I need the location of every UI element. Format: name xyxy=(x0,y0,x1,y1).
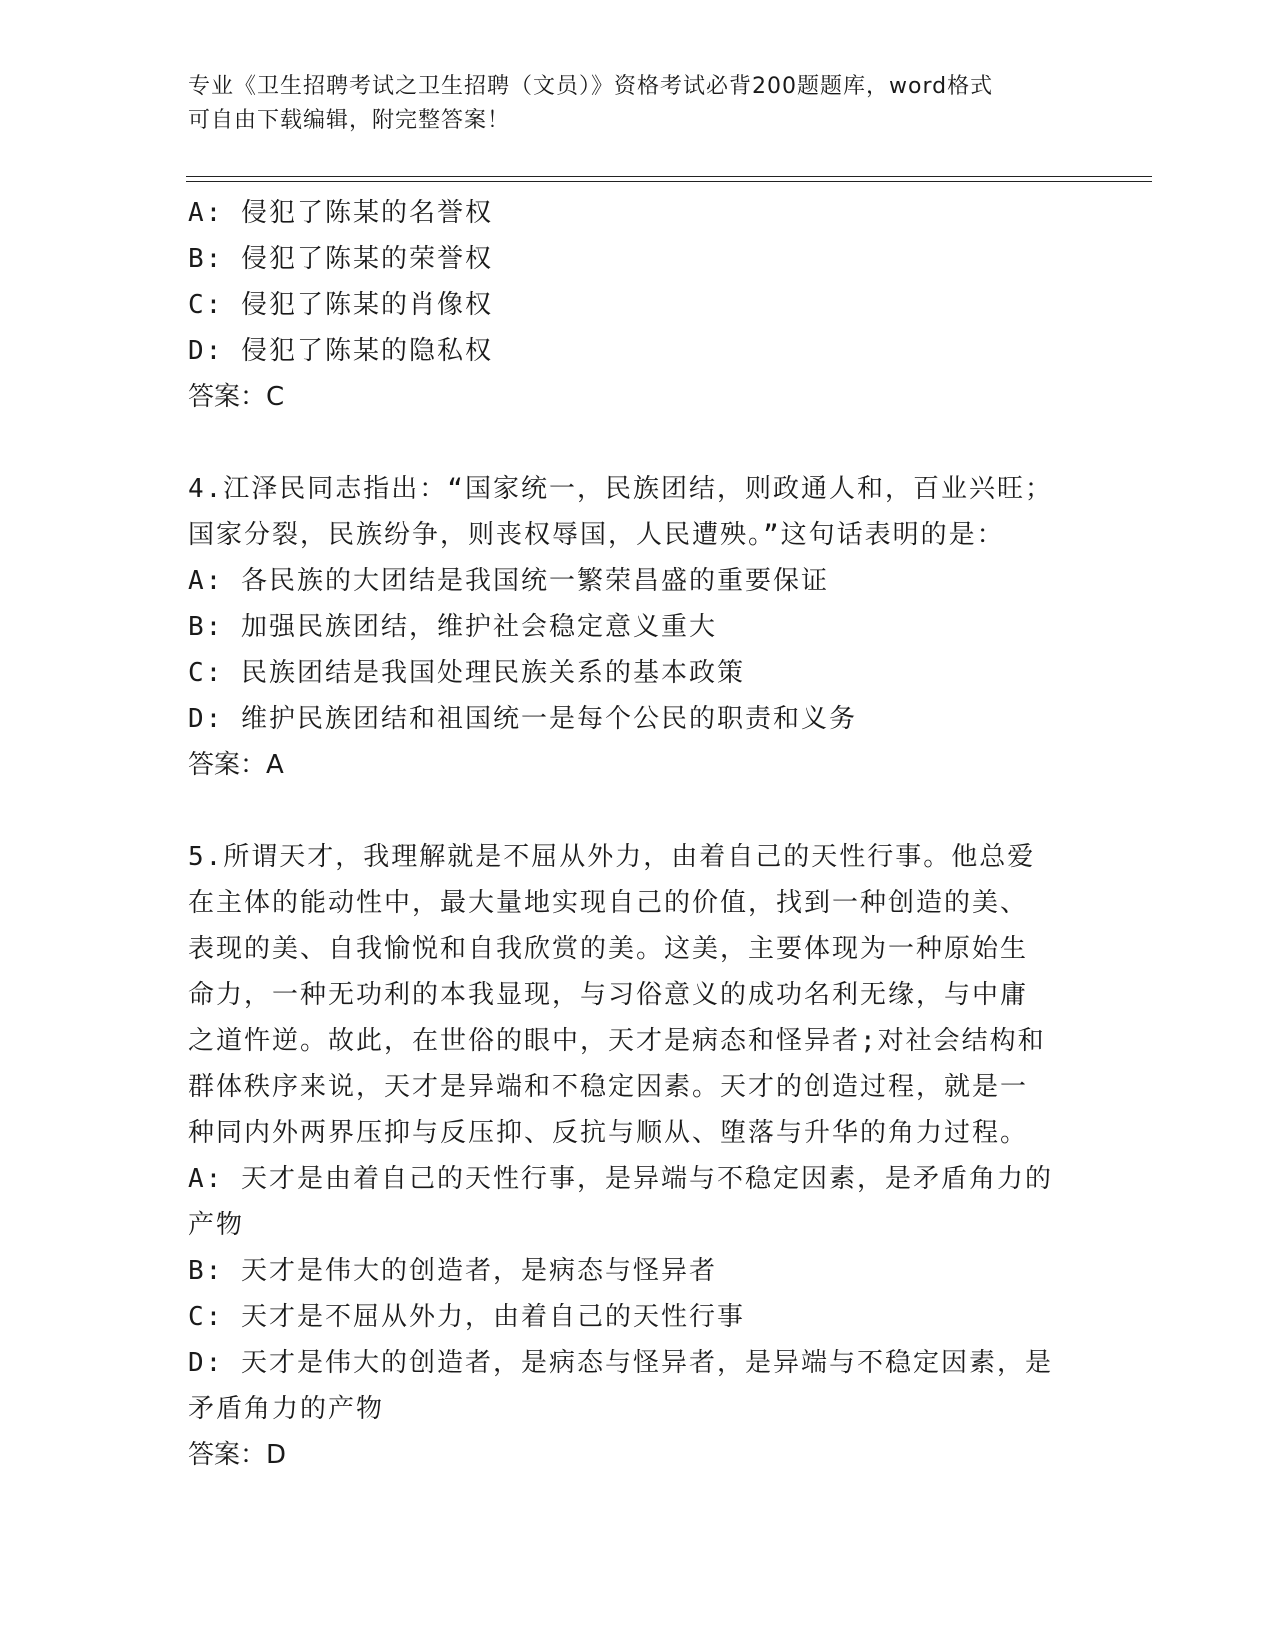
option-a: A: 各民族的大团结是我国统一繁荣昌盛的重要保证 xyxy=(188,566,829,596)
header-divider-top xyxy=(186,176,1152,177)
option-d: D: 天才是伟大的创造者，是病态与怪异者，是异端与不稳定因素，是 xyxy=(188,1348,1053,1378)
header-line-2: 可自由下载编辑，附完整答案！ xyxy=(188,108,511,133)
option-a: A: 侵犯了陈某的名誉权 xyxy=(188,198,493,228)
option-d: D: 维护民族团结和祖国统一是每个公民的职责和义务 xyxy=(188,704,857,734)
answer-line: 答案：D xyxy=(188,1440,287,1470)
question-stem-line: 在主体的能动性中，最大量地实现自己的价值，找到一种创造的美、 xyxy=(188,888,1029,918)
question-4 xyxy=(188,466,1088,788)
option-c: C: 天才是不屈从外力，由着自己的天性行事 xyxy=(188,1302,745,1332)
answer-line: 答案：A xyxy=(188,750,284,780)
document-header xyxy=(188,70,1068,138)
question-5 xyxy=(188,834,1088,1478)
option-b: B: 天才是伟大的创造者，是病态与怪异者 xyxy=(188,1256,717,1286)
answer-line: 答案：C xyxy=(188,382,285,412)
option-c: C: 侵犯了陈某的肖像权 xyxy=(188,290,493,320)
spacer xyxy=(188,788,1088,834)
question-stem-line: 表现的美、自我愉悦和自我欣赏的美。这美，主要体现为一种原始生 xyxy=(188,934,1029,964)
option-b: B: 加强民族团结，维护社会稳定意义重大 xyxy=(188,612,717,642)
header-divider-bottom xyxy=(186,181,1152,182)
question-stem-line: 国家分裂，民族纷争，则丧权辱国，人民遭殃。”这句话表明的是： xyxy=(188,520,1005,550)
header-line-1: 专业《卫生招聘考试之卫生招聘（文员）》资格考试必背200题题库，word格式 xyxy=(188,74,994,99)
option-a-continued: 产物 xyxy=(188,1210,245,1240)
question-3 xyxy=(188,190,1088,420)
option-d-continued: 矛盾角力的产物 xyxy=(188,1394,385,1424)
question-stem-line: 之道忤逆。故此，在世俗的眼中，天才是病态和怪异者;对社会结构和 xyxy=(188,1026,1046,1056)
question-stem-line: 群体秩序来说，天才是异端和不稳定因素。天才的创造过程，就是一 xyxy=(188,1072,1029,1102)
question-stem-line: 种同内外两界压抑与反压抑、反抗与顺从、堕落与升华的角力过程。 xyxy=(188,1118,1029,1148)
question-stem-line: 5.所谓天才，我理解就是不屈从外力，由着自己的天性行事。他总爱 xyxy=(188,842,1036,872)
option-c: C: 民族团结是我国处理民族关系的基本政策 xyxy=(188,658,745,688)
option-d: D: 侵犯了陈某的隐私权 xyxy=(188,336,493,366)
option-a: A: 天才是由着自己的天性行事，是异端与不稳定因素，是矛盾角力的 xyxy=(188,1164,1053,1194)
document-body xyxy=(188,190,1088,1478)
spacer xyxy=(188,420,1088,466)
question-stem-line: 4.江泽民同志指出：“国家统一，民族团结，则政通人和，百业兴旺； xyxy=(188,474,1053,504)
option-b: B: 侵犯了陈某的荣誉权 xyxy=(188,244,493,274)
question-stem-line: 命力，一种无功利的本我显现，与习俗意义的成功名利无缘，与中庸 xyxy=(188,980,1029,1010)
